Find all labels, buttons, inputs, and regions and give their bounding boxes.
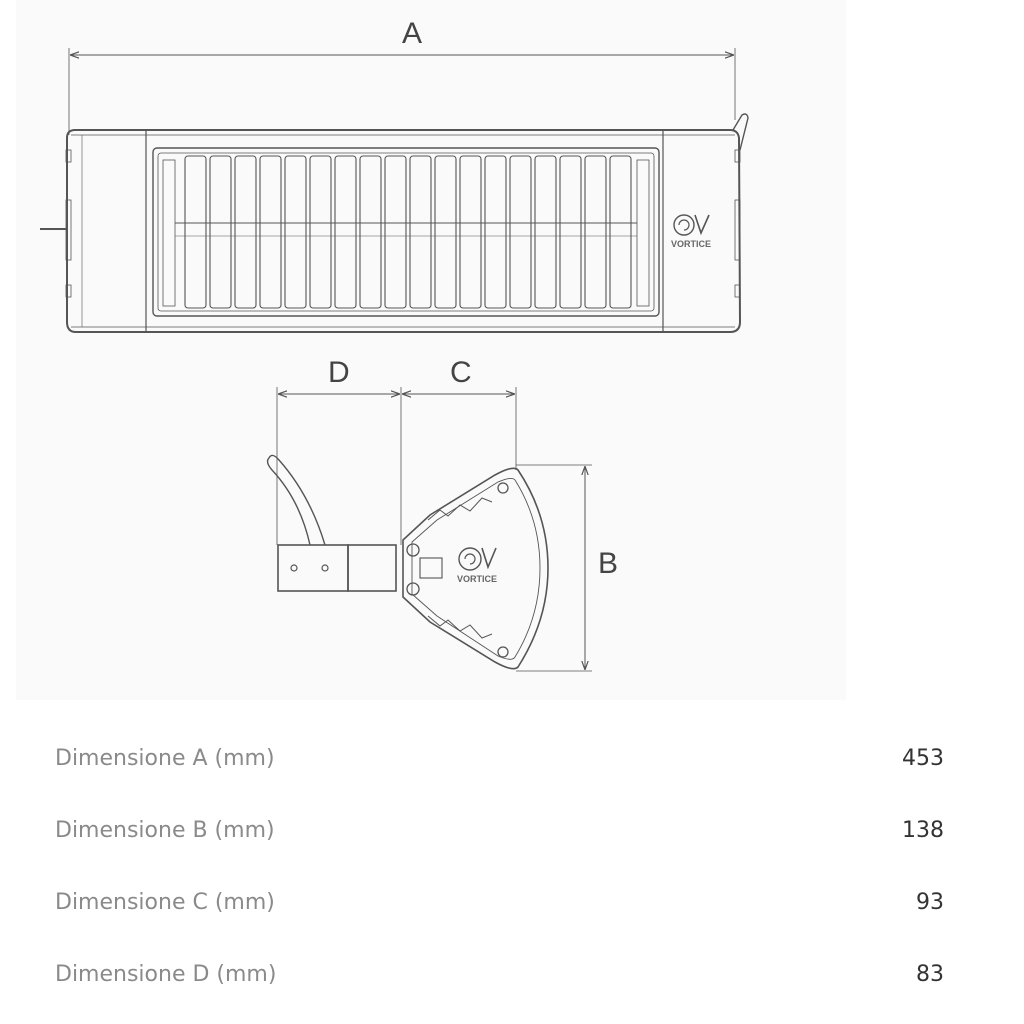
spec-row-a	[0, 746, 1024, 786]
grille-slat	[510, 156, 531, 308]
spec-value-a: 453	[902, 746, 944, 771]
grille-slat	[260, 156, 281, 308]
spec-label-d: Dimensione D (mm)	[55, 962, 277, 987]
dimension-d-label: D	[328, 356, 350, 389]
technical-drawing-panel	[16, 0, 846, 700]
brand-logo	[671, 215, 711, 249]
spec-row-b	[0, 818, 1024, 858]
front-view	[40, 48, 748, 332]
spec-row-d	[0, 962, 1024, 1002]
grille-slat	[610, 156, 631, 308]
grille-slat	[535, 156, 556, 308]
spec-value-b: 138	[902, 818, 944, 843]
grille-slat	[410, 156, 431, 308]
spec-value-d: 83	[916, 962, 944, 987]
logo-text-front: VORTICE	[671, 239, 712, 249]
spec-label-b: Dimensione B (mm)	[55, 818, 275, 843]
grille-slat	[435, 156, 456, 308]
spec-label-a: Dimensione A (mm)	[55, 746, 275, 771]
grille-slat	[585, 156, 606, 308]
dimension-c-label: C	[450, 356, 472, 389]
grille-slat	[235, 156, 256, 308]
spec-value-c: 93	[916, 890, 944, 915]
grille-slat	[285, 156, 306, 308]
spec-label-c: Dimensione C (mm)	[55, 890, 275, 915]
grille-slat	[360, 156, 381, 308]
spec-row-c	[0, 890, 1024, 930]
grille-slats	[185, 156, 631, 308]
brand-logo-side	[457, 548, 497, 584]
wall-bracket	[278, 545, 348, 591]
grille-slat	[560, 156, 581, 308]
logo-text-side: VORTICE	[457, 574, 498, 584]
grille-slat	[185, 156, 206, 308]
side-view	[268, 387, 592, 671]
grille-slat	[335, 156, 356, 308]
dimension-b-label: B	[598, 547, 619, 580]
grille-slat	[310, 156, 331, 308]
grille-slat	[385, 156, 406, 308]
dimension-a-label: A	[402, 17, 423, 50]
heater-technical-drawing	[16, 0, 846, 700]
grille-slat	[460, 156, 481, 308]
grille-slat	[210, 156, 231, 308]
grille-slat	[485, 156, 506, 308]
